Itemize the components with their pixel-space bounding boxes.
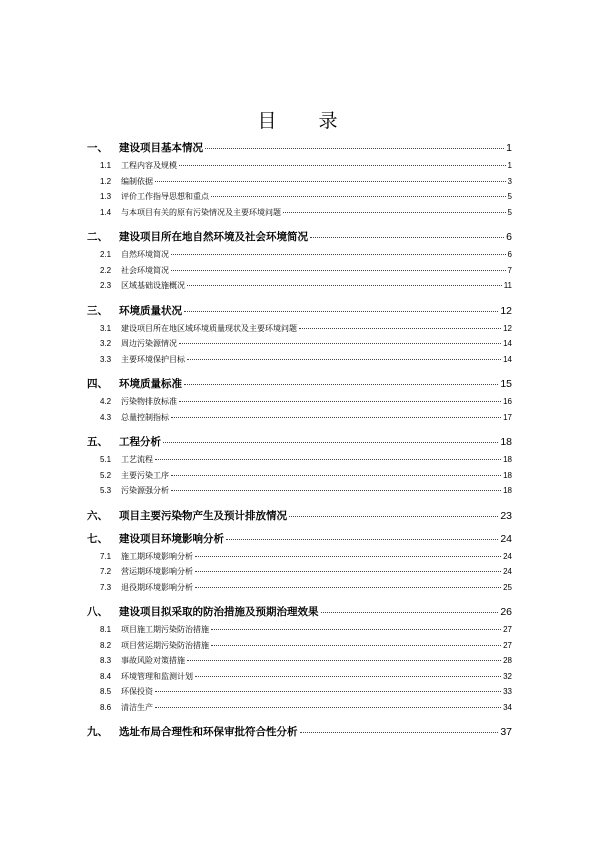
section-title: 周边污染源情况	[121, 339, 177, 348]
section-number: 4.2	[100, 397, 112, 406]
section-title: 总量控制指标	[121, 412, 169, 422]
section-number: 8.6	[100, 702, 112, 712]
chapter-title: 工程分析	[119, 436, 161, 448]
table-of-contents	[87, 136, 512, 738]
section-title: 编制依据	[121, 176, 153, 186]
section-number: 7.1	[100, 551, 112, 561]
section-number: 1.2	[100, 176, 112, 186]
toc-section-entry[interactable]	[87, 263, 512, 279]
section-number: 3.2	[100, 339, 112, 348]
section-title: 事故风险对策措施	[121, 656, 185, 665]
section-page-number: 33	[503, 687, 512, 696]
section-page-number: 5	[507, 207, 512, 217]
dot-leader	[299, 328, 501, 329]
dot-leader	[211, 645, 501, 646]
page-title: 目 录	[257, 110, 356, 132]
chapter-title: 环境质量标准	[119, 378, 182, 390]
toc-section-entry[interactable]	[87, 669, 512, 685]
section-title: 污染物排放标准	[121, 397, 177, 406]
section-number: 1.4	[100, 207, 112, 217]
dot-leader	[155, 181, 506, 182]
dot-leader	[179, 343, 501, 344]
dot-leader	[226, 539, 498, 540]
dot-leader	[163, 442, 498, 443]
toc-section-entry[interactable]	[87, 622, 512, 638]
section-number: 8.1	[100, 625, 112, 634]
toc-section-entry[interactable]	[87, 410, 512, 426]
toc-section-entry[interactable]	[87, 564, 512, 580]
section-title: 工艺流程	[121, 455, 153, 464]
dot-leader	[283, 212, 506, 213]
toc-chapter-entry[interactable]	[87, 140, 512, 154]
dot-leader	[211, 629, 501, 630]
section-number: 5.3	[100, 486, 112, 495]
section-page-number: 25	[503, 582, 512, 592]
chapter-title: 环境质量状况	[119, 304, 182, 317]
dot-leader	[171, 490, 501, 491]
section-page-number: 18	[503, 486, 512, 495]
section-page-number: 5	[507, 192, 512, 201]
dot-leader	[155, 691, 501, 692]
section-title: 区域基础设施概况	[121, 281, 185, 290]
toc-section-entry[interactable]	[87, 189, 512, 205]
toc-section-entry[interactable]	[87, 483, 512, 499]
chapter-page-number: 6	[506, 231, 512, 243]
chapter-number: 五、	[87, 436, 108, 448]
toc-section-entry[interactable]	[87, 205, 512, 221]
section-number: 7.3	[100, 582, 112, 592]
section-title: 施工期环境影响分析	[121, 551, 193, 561]
dot-leader	[171, 270, 506, 271]
chapter-page-number: 26	[500, 606, 512, 618]
toc-chapter-entry[interactable]	[87, 531, 512, 545]
toc-section-entry[interactable]	[87, 352, 512, 368]
dot-leader	[195, 571, 501, 572]
section-number: 3.3	[100, 354, 112, 364]
toc-section-entry[interactable]	[87, 174, 512, 190]
section-page-number: 27	[503, 640, 512, 650]
section-page-number: 11	[503, 281, 512, 290]
section-number: 8.2	[100, 640, 112, 650]
chapter-title: 建设项目基本情况	[119, 142, 203, 154]
chapter-page-number: 1	[506, 142, 512, 154]
dot-leader	[187, 285, 502, 286]
dot-leader	[184, 384, 498, 385]
section-title: 营运期环境影响分析	[121, 567, 193, 576]
dot-leader	[179, 401, 501, 402]
dot-leader	[171, 417, 501, 418]
toc-section-entry[interactable]	[87, 394, 512, 410]
dot-leader	[187, 660, 501, 661]
chapter-title: 建设项目拟采取的防治措施及预期治理效果	[119, 606, 319, 618]
dot-leader	[195, 587, 501, 588]
toc-section-entry[interactable]	[87, 158, 512, 174]
toc-chapter-entry[interactable]	[87, 229, 512, 243]
section-number: 1.1	[100, 161, 112, 170]
section-title: 项目营运期污染防治措施	[121, 640, 209, 650]
toc-chapter-entry[interactable]	[87, 508, 512, 522]
toc-section-entry[interactable]	[87, 700, 512, 716]
dot-leader	[184, 311, 498, 312]
chapter-number: 二、	[87, 231, 108, 243]
section-number: 2.3	[100, 281, 112, 290]
toc-chapter-entry[interactable]	[87, 376, 512, 390]
section-page-number: 32	[503, 671, 512, 681]
section-number: 4.3	[100, 412, 112, 422]
section-page-number: 16	[503, 397, 512, 406]
section-title: 清洁生产	[121, 702, 153, 712]
section-page-number: 24	[503, 551, 512, 561]
chapter-number: 七、	[87, 532, 108, 545]
chapter-number: 一、	[87, 142, 108, 154]
section-number: 5.1	[100, 455, 112, 464]
toc-section-entry[interactable]	[87, 684, 512, 700]
section-title: 环境管理和监测计划	[121, 671, 193, 681]
toc-section-entry[interactable]	[87, 247, 512, 263]
dot-leader	[195, 556, 501, 557]
section-page-number: 24	[503, 567, 512, 576]
toc-chapter-entry[interactable]	[87, 434, 512, 448]
section-title: 环保投资	[121, 687, 153, 696]
toc-section-entry[interactable]	[87, 468, 512, 484]
section-title: 主要环境保护目标	[121, 354, 185, 364]
toc-chapter-entry[interactable]	[87, 604, 512, 618]
chapter-number: 四、	[87, 378, 108, 390]
chapter-number: 九、	[87, 726, 108, 738]
section-page-number: 27	[503, 625, 512, 634]
chapter-page-number: 37	[500, 726, 512, 738]
section-page-number: 14	[503, 354, 512, 364]
dot-leader	[310, 237, 504, 238]
chapter-title: 选址布局合理性和环保审批符合性分析	[119, 726, 298, 738]
dot-leader	[211, 196, 506, 197]
section-page-number: 7	[507, 265, 512, 275]
toc-section-entry[interactable]	[87, 580, 512, 596]
section-page-number: 12	[503, 323, 512, 333]
section-title: 社会环境简况	[121, 265, 169, 275]
dot-leader	[205, 148, 504, 149]
dot-leader	[155, 707, 501, 708]
section-page-number: 6	[507, 250, 512, 259]
chapter-number: 六、	[87, 509, 108, 522]
chapter-page-number: 18	[500, 436, 512, 448]
toc-chapter-entry[interactable]	[87, 724, 512, 738]
section-page-number: 34	[503, 702, 512, 712]
chapter-page-number: 23	[500, 509, 512, 522]
chapter-title: 项目主要污染物产生及预计排放情况	[119, 509, 287, 522]
dot-leader	[300, 732, 499, 733]
section-title: 主要污染工序	[121, 470, 169, 480]
section-page-number: 28	[503, 656, 512, 665]
section-page-number: 3	[507, 176, 512, 186]
toc-section-entry[interactable]	[87, 452, 512, 468]
section-title: 建设项目所在地区域环境质量现状及主要环境问题	[121, 323, 297, 333]
section-title: 污染源强分析	[121, 486, 169, 495]
toc-section-entry[interactable]	[87, 549, 512, 565]
dot-leader	[155, 459, 501, 460]
section-title: 与本项目有关的原有污染情况及主要环境问题	[121, 207, 281, 217]
section-title: 工程内容及规模	[121, 161, 177, 170]
toc-section-entry[interactable]	[87, 278, 512, 294]
toc-section-entry[interactable]	[87, 336, 512, 352]
section-number: 1.3	[100, 192, 112, 201]
dot-leader	[171, 254, 506, 255]
chapter-page-number: 15	[500, 378, 512, 390]
chapter-number: 三、	[87, 304, 108, 317]
chapter-page-number: 24	[500, 532, 512, 545]
section-number: 3.1	[100, 323, 112, 333]
section-number: 8.4	[100, 671, 112, 681]
chapter-page-number: 12	[500, 304, 512, 317]
section-page-number: 18	[503, 455, 512, 464]
toc-section-entry[interactable]	[87, 638, 512, 654]
dot-leader	[321, 612, 499, 613]
dot-leader	[187, 359, 501, 360]
section-page-number: 18	[503, 470, 512, 480]
section-number: 5.2	[100, 470, 112, 480]
section-title: 自然环境简况	[121, 250, 169, 259]
section-title: 退役期环境影响分析	[121, 582, 193, 592]
section-number: 8.3	[100, 656, 112, 665]
section-number: 2.1	[100, 250, 112, 259]
dot-leader	[289, 516, 498, 517]
toc-section-entry[interactable]	[87, 653, 512, 669]
section-number: 2.2	[100, 265, 112, 275]
chapter-title: 建设项目所在地自然环境及社会环境简况	[119, 231, 308, 243]
toc-chapter-entry[interactable]	[87, 303, 512, 317]
chapter-number: 八、	[87, 606, 108, 618]
section-title: 评价工作指导思想和重点	[121, 192, 209, 201]
section-number: 7.2	[100, 567, 112, 576]
chapter-title: 建设项目环境影响分析	[119, 532, 224, 545]
section-page-number: 17	[503, 412, 512, 422]
dot-leader	[195, 676, 501, 677]
dot-leader	[179, 165, 506, 166]
section-page-number: 1	[507, 161, 512, 170]
section-page-number: 14	[503, 339, 512, 348]
toc-section-entry[interactable]	[87, 321, 512, 337]
section-number: 8.5	[100, 687, 112, 696]
dot-leader	[171, 475, 501, 476]
section-title: 项目施工期污染防治措施	[121, 625, 209, 634]
